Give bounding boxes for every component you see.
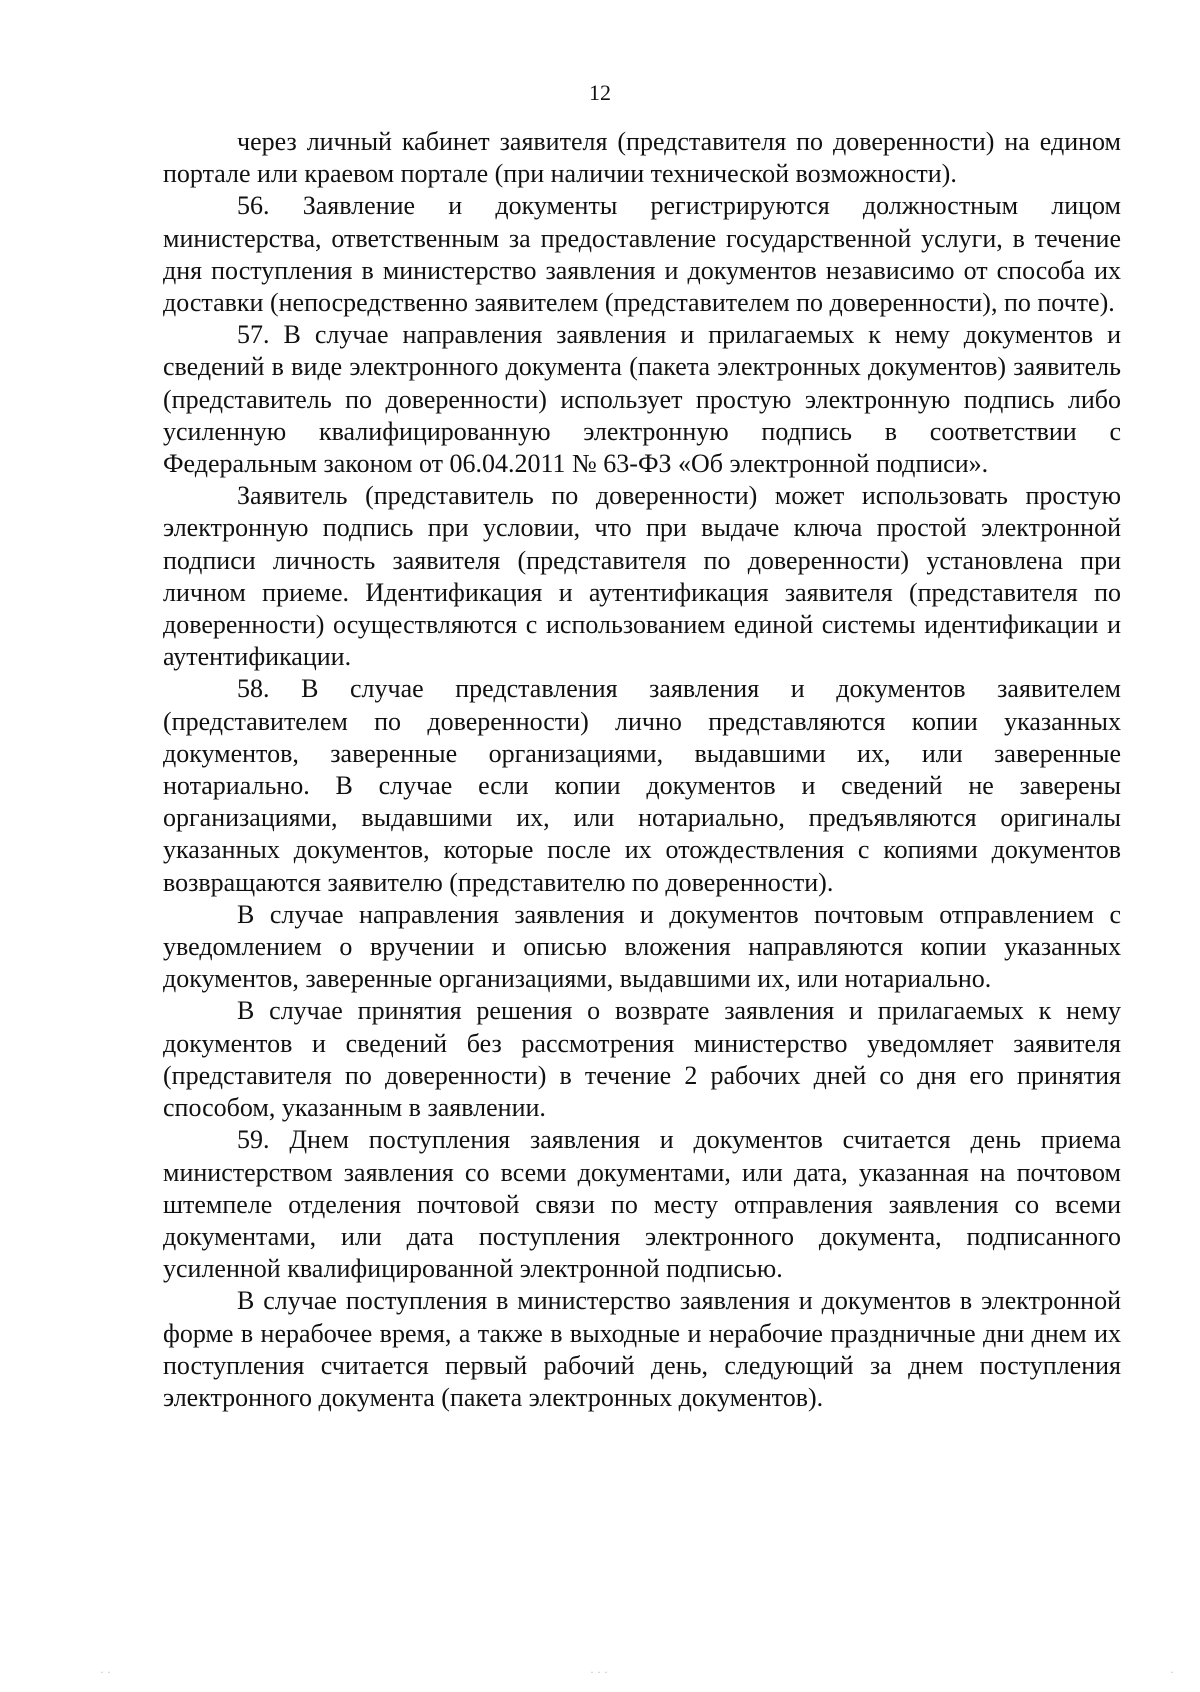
paragraph-57-simple-signature: Заявитель (представитель по доверенности) может использовать простую электронную подпись при условии, что при выдаче ключа простой электронной подписи личность заявителя (представителя по доверенности) установлена при личном приеме. Идентификация и аутентификация заявителя (представителя по доверенности) осуществляются с использованием единой системы идентификации и аутентификации.: [163, 481, 1121, 672]
paragraph-58-postal: В случае направления заявления и документов почтовым отправлением с уведомлением о вручении и описью вложения направляются копии указанных документов, заверенные организациями, выдавшими их, или нотариально.: [163, 899, 1121, 994]
paragraph-59: 59. Днем поступления заявления и документов считается день приема министерством заявления со всеми документами, или дата, указанная на почтовом штемпеле отделения почтовой связи по месту отправления заявления со всеми документами, или дата поступления электронного документа, подписанного усиленной квалифицированной электронной подписью.: [163, 1125, 1121, 1284]
scan-artifact: · · ·: [590, 1665, 608, 1679]
paragraph-58-return: В случае принятия решения о возврате заявления и прилагаемых к нему документов и сведений без рассмотрения министерство уведомляет заявителя (представителя по доверенности) в течение 2 рабочих дней со дня его принятия способом, указанным в заявлении.: [163, 996, 1121, 1123]
page-number: 12: [589, 80, 611, 105]
paragraph-56: 56. Заявление и документы регистрируются должностным лицом министерства, ответственным за предоставление государственной услуги, в течение дня поступления в министерство заявления и документов независимо от способа их доставки (непосредственно заявителем (представителем по доверенности), по почте).: [163, 191, 1121, 318]
paragraph-59-nonworking: В случае поступления в министерство заявления и документов в электронной форме в нерабочее время, а также в выходные и нерабочие праздничные дни днем их поступления считается первый рабочий день, следующий за днем поступления электронного документа (пакета электронных документов).: [163, 1286, 1121, 1412]
paragraph-57: 57. В случае направления заявления и прилагаемых к нему документов и сведений в виде электронного документа (пакета электронных документов) заявитель (представитель по доверенности) использует простую электронную подпись либо усиленную квалифицированную электронную подпись в соответствии с Федеральным законом от 06.04.2011 № 63-ФЗ «Об электронной подписи».: [163, 320, 1121, 479]
scan-artifact: ·: [1170, 1665, 1174, 1679]
scan-artifact: · ·: [100, 1665, 111, 1679]
document-body: [163, 126, 1121, 1414]
paragraph-58: 58. В случае представления заявления и документов заявителем (представителем по доверенности) лично представляются копии указанных документов, заверенные организациями, выдавшими их, или заверенные нотариально. В случае если копии документов и сведений не заверены организациями, выдавшими их, или нотариально, предъявляются оригиналы указанных документов, которые после их отождествления с копиями документов возвращаются заявителю (представителю по доверенности).: [163, 674, 1121, 897]
paragraph-continuation: через личный кабинет заявителя (представителя по доверенности) на едином портале или краевом портале (при наличии технической возможности).: [163, 127, 1121, 189]
